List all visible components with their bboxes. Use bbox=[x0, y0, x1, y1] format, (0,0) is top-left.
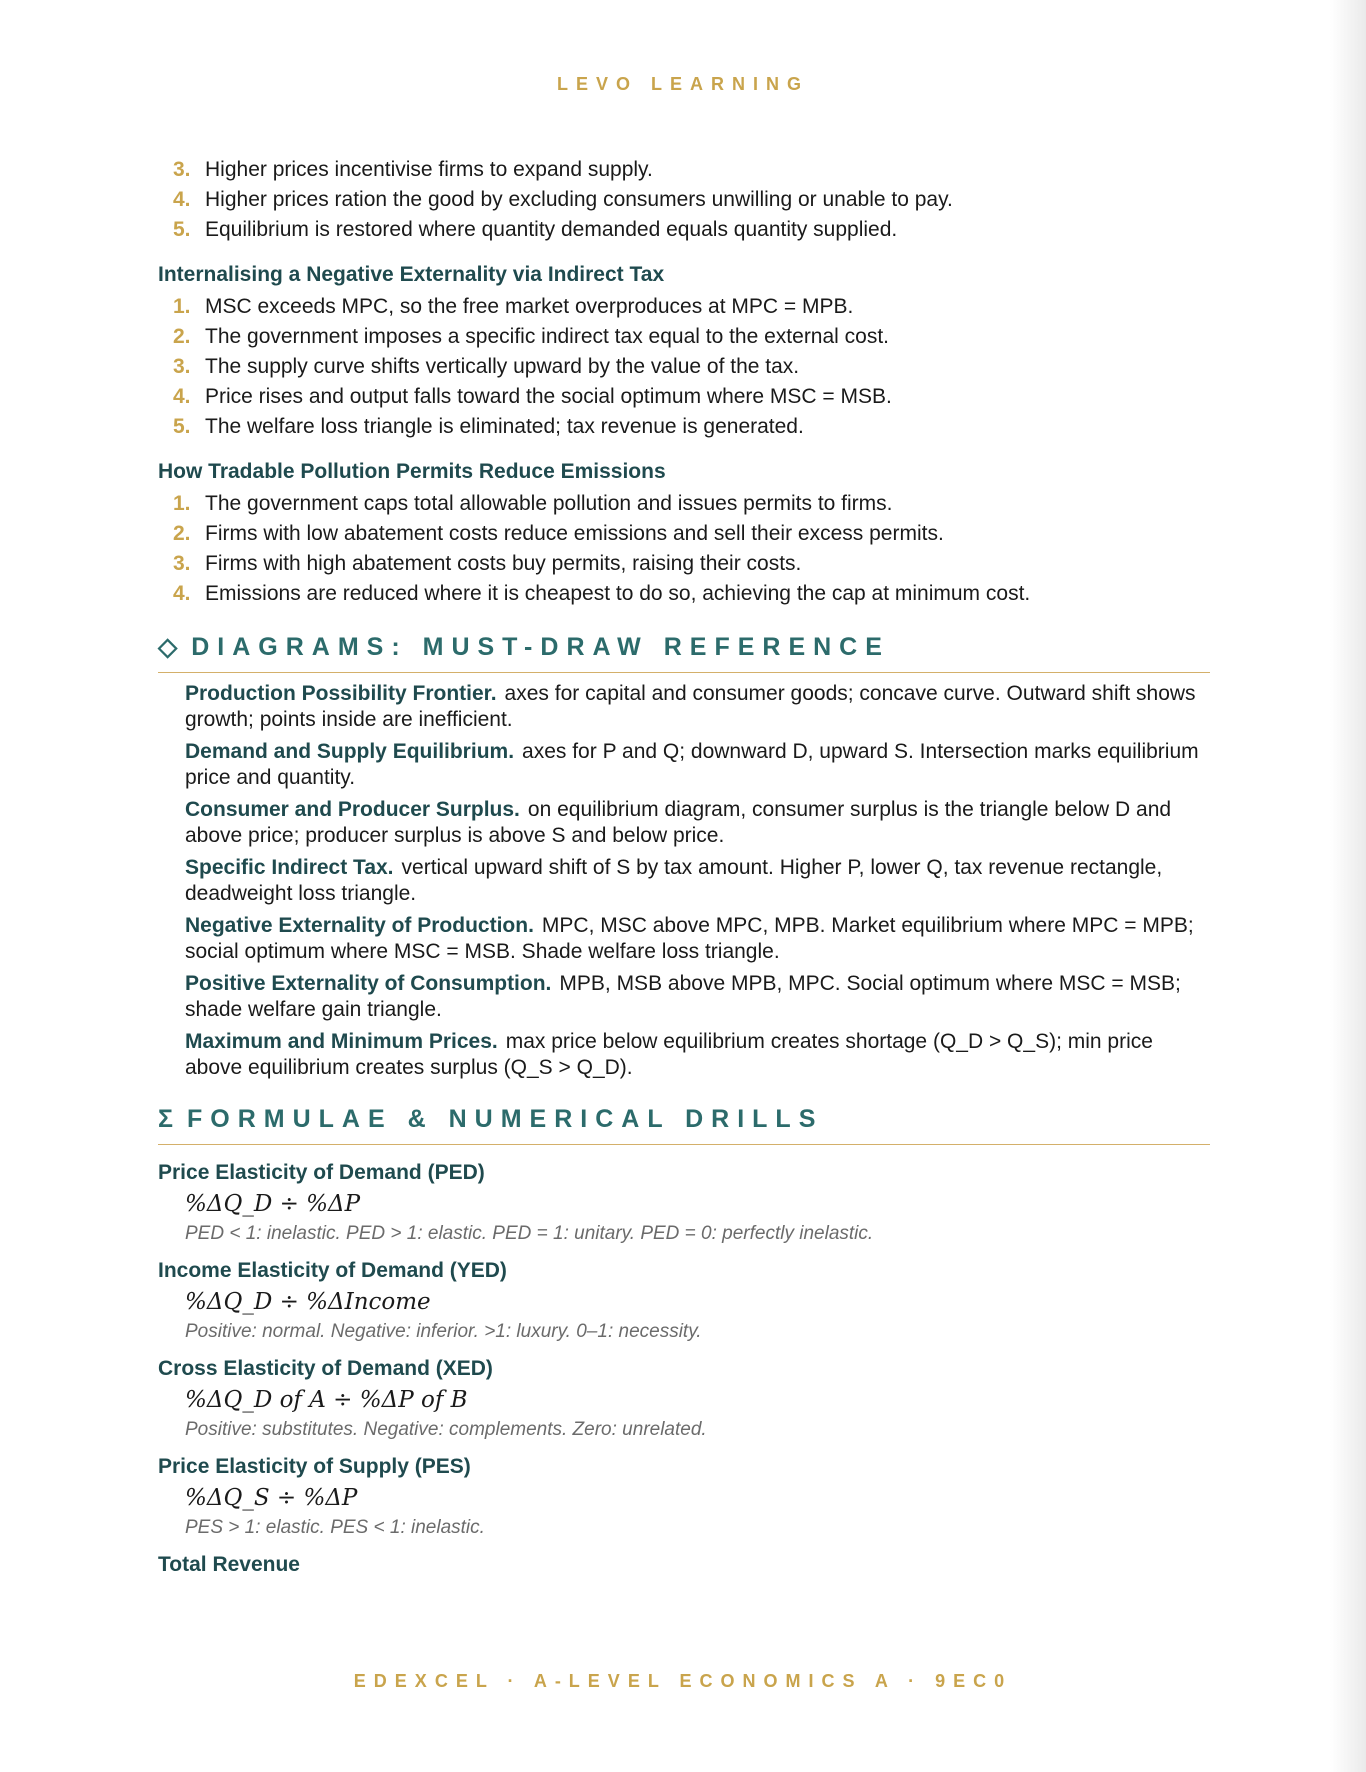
diagram-item bbox=[185, 739, 1206, 791]
step-text: Firms with high abatement costs buy permits, raising their costs. bbox=[205, 552, 802, 575]
indirect-tax-step-list bbox=[158, 292, 1210, 442]
diagram-description: MPC, MSC above MPC, MPB. Market equilibrium where MPC = MPB; social optimum where MSC = MSB. Shade welfare loss triangle. bbox=[185, 914, 1194, 963]
diagram-description: MPB, MSB above MPB, MPC. Social optimum where MSC = MSB; shade welfare gain triangle. bbox=[185, 972, 1181, 1021]
formula-note: Positive: normal. Negative: inferior. >1: luxury. 0–1: necessity. bbox=[185, 1321, 702, 1342]
formula-note: PED < 1: inelastic. PED > 1: elastic. PED = 1: unitary. PED = 0: perfectly inelastic. bbox=[185, 1223, 874, 1244]
page-header-brand: LEVO LEARNING bbox=[556, 74, 809, 94]
diagram-description: on equilibrium diagram, consumer surplus is the triangle below D and above price; producer surplus is above S and below price. bbox=[185, 798, 1172, 847]
step-text: The welfare loss triangle is eliminated; tax revenue is generated. bbox=[205, 415, 804, 438]
list-item bbox=[158, 155, 1210, 185]
formula-item bbox=[158, 1355, 1210, 1443]
step-number: 5. bbox=[173, 415, 191, 438]
formula-name: Income Elasticity of Demand (YED) bbox=[158, 1259, 507, 1282]
step-number: 5. bbox=[173, 218, 191, 241]
step-text: MSC exceeds MPC, so the free market overproduces at MPC = MPB. bbox=[205, 295, 854, 318]
process-title-pollution-permits: How Tradable Pollution Permits Reduce Emissions bbox=[158, 460, 666, 483]
formula-note: Positive: substitutes. Negative: complements. Zero: unrelated. bbox=[185, 1419, 707, 1440]
step-number: 4. bbox=[173, 582, 191, 605]
step-number: 2. bbox=[173, 325, 191, 348]
list-item bbox=[158, 292, 1210, 322]
diagram-description: vertical upward shift of S by tax amount. Higher P, lower Q, tax revenue rectangle, deadweight loss triangle. bbox=[185, 856, 1163, 905]
list-item bbox=[158, 215, 1210, 245]
step-text: Price rises and output falls toward the social optimum where MSC = MSB. bbox=[205, 385, 892, 408]
diagram-item bbox=[185, 681, 1206, 733]
step-text: Higher prices incentivise firms to expand supply. bbox=[205, 158, 653, 181]
intro-step-list bbox=[158, 155, 1210, 245]
diagram-item bbox=[185, 1029, 1206, 1081]
step-number: 3. bbox=[173, 158, 191, 181]
diagram-name: Demand and Supply Equilibrium. bbox=[185, 740, 515, 763]
formula-name: Price Elasticity of Supply (PES) bbox=[158, 1455, 471, 1478]
section-heading-text: FORMULAE & NUMERICAL DRILLS bbox=[187, 1105, 824, 1133]
step-text: Firms with low abatement costs reduce emissions and sell their excess permits. bbox=[205, 522, 944, 545]
formula-item bbox=[158, 1453, 1210, 1541]
pollution-permits-step-list bbox=[158, 489, 1210, 609]
diagram-item bbox=[185, 855, 1206, 907]
formula-expression: %ΔQ_D of A ÷ %ΔP of B bbox=[185, 1387, 468, 1413]
diagram-name: Production Possibility Frontier. bbox=[185, 682, 497, 705]
diagram-item bbox=[185, 913, 1206, 965]
step-text: Emissions are reduced where it is cheapest to do so, achieving the cap at minimum cost. bbox=[205, 582, 1031, 605]
formula-expression: %ΔQ_D ÷ %ΔP bbox=[185, 1191, 361, 1217]
step-text: Equilibrium is restored where quantity demanded equals quantity supplied. bbox=[205, 218, 898, 241]
section-heading-text: DIAGRAMS: MUST-DRAW REFERENCE bbox=[191, 633, 890, 661]
diagram-name: Negative Externality of Production. bbox=[185, 914, 534, 937]
step-number: 3. bbox=[173, 355, 191, 378]
list-item bbox=[158, 185, 1210, 215]
formula-list bbox=[158, 1159, 1210, 1579]
step-number: 1. bbox=[173, 295, 191, 318]
step-number: 4. bbox=[173, 188, 191, 211]
process-title-indirect-tax: Internalising a Negative Externality via Indirect Tax bbox=[158, 263, 665, 286]
list-item bbox=[158, 412, 1210, 442]
list-item bbox=[158, 322, 1210, 352]
list-item bbox=[158, 549, 1210, 579]
formula-item bbox=[158, 1257, 1210, 1345]
formula-name: Price Elasticity of Demand (PED) bbox=[158, 1161, 485, 1184]
step-number: 2. bbox=[173, 522, 191, 545]
step-number: 4. bbox=[173, 385, 191, 408]
diagram-name: Specific Indirect Tax. bbox=[185, 856, 394, 879]
step-number: 3. bbox=[173, 552, 191, 575]
diagram-item bbox=[185, 971, 1206, 1023]
diagram-description: max price below equilibrium creates shortage (Q_D > Q_S); min price above equilibrium creates surplus (Q_S > Q_D). bbox=[185, 1030, 1153, 1079]
page-content bbox=[158, 155, 1210, 1579]
diagram-name: Consumer and Producer Surplus. bbox=[185, 798, 520, 821]
list-item bbox=[158, 579, 1210, 609]
sigma-icon: Σ bbox=[158, 1105, 174, 1133]
list-item bbox=[158, 489, 1210, 519]
step-text: The government caps total allowable pollution and issues permits to firms. bbox=[205, 492, 893, 515]
formula-name-total-revenue: Total Revenue bbox=[158, 1553, 300, 1576]
step-text: The supply curve shifts vertically upward by the value of the tax. bbox=[205, 355, 800, 378]
formula-expression: %ΔQ_S ÷ %ΔP bbox=[185, 1485, 358, 1511]
section-heading-diagrams bbox=[158, 631, 1210, 673]
diagram-description: axes for P and Q; downward D, upward S. Intersection marks equilibrium price and quantity. bbox=[185, 740, 1199, 789]
step-text: The government imposes a specific indirect tax equal to the external cost. bbox=[205, 325, 890, 348]
step-text: Higher prices ration the good by excluding consumers unwilling or unable to pay. bbox=[205, 188, 953, 211]
diagram-name: Maximum and Minimum Prices. bbox=[185, 1030, 498, 1053]
formula-name: Cross Elasticity of Demand (XED) bbox=[158, 1357, 493, 1380]
list-item bbox=[158, 352, 1210, 382]
diamond-icon: ◇ bbox=[158, 633, 178, 661]
step-number: 1. bbox=[173, 492, 191, 515]
formula-note: PES > 1: elastic. PES < 1: inelastic. bbox=[185, 1517, 485, 1538]
diagram-description: axes for capital and consumer goods; concave curve. Outward shift shows growth; points inside are inefficient. bbox=[185, 682, 1196, 731]
diagram-item bbox=[185, 797, 1206, 849]
list-item bbox=[158, 519, 1210, 549]
diagram-reference-list bbox=[158, 681, 1210, 1081]
page-edge-shadow bbox=[1330, 0, 1366, 1772]
formula-item bbox=[158, 1159, 1210, 1247]
formula-expression: %ΔQ_D ÷ %ΔIncome bbox=[185, 1289, 431, 1315]
diagram-name: Positive Externality of Consumption. bbox=[185, 972, 552, 995]
page-footer: EDEXCEL · A-LEVEL ECONOMICS A · 9EC0 bbox=[353, 1671, 1013, 1691]
section-heading-formulae bbox=[158, 1103, 1210, 1145]
list-item bbox=[158, 382, 1210, 412]
